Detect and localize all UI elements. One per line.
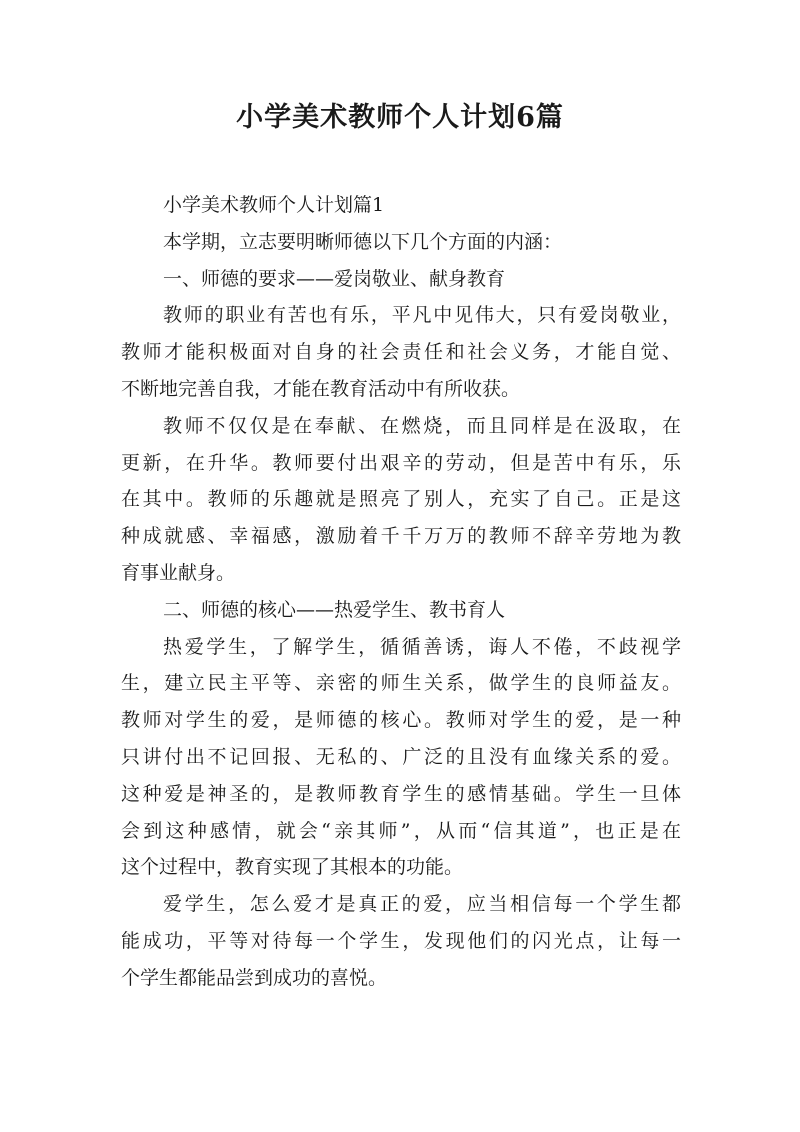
paragraph-line: 更新，在升华。教师要付出艰辛的劳动，但是苦中有乐，乐 — [121, 451, 681, 474]
paragraph-line: 这种爱是神圣的，是教师教育学生的感情基础。学生一旦体 — [121, 782, 681, 805]
document-title: 小学美术教师个人计划6篇 — [236, 102, 564, 133]
paragraph-line: 本学期，立志要明晰师德以下几个方面的内涵： — [163, 230, 563, 253]
paragraph-line: 爱学生，怎么爱才是真正的爱，应当相信每一个学生都 — [163, 893, 681, 916]
section-heading: 二、师德的核心——热爱学生、教书育人 — [163, 598, 506, 621]
paragraph-line: 个学生都能品尝到成功的喜悦。 — [121, 966, 388, 989]
document-body — [121, 187, 681, 997]
paragraph-line: 教师的职业有苦也有乐，平凡中见伟大，只有爱岗敬业， — [163, 304, 681, 327]
paragraph-line: 能成功，平等对待每一个学生，发现他们的闪光点，让每一 — [121, 929, 681, 952]
paragraph-line: 教师不仅仅是在奉献、在燃烧，而且同样是在汲取，在 — [163, 414, 681, 437]
paragraph-line: 教师对学生的爱，是师德的核心。教师对学生的爱，是一种 — [121, 709, 681, 732]
paragraph-line: 不断地完善自我，才能在教育活动中有所收获。 — [121, 377, 521, 400]
paragraph-line: 种成就感、幸福感，激励着千千万万的教师不辞辛劳地为教 — [121, 525, 681, 548]
paragraph-line: 这个过程中，教育实现了其根本的功能。 — [121, 856, 464, 879]
paragraph-line: 在其中。教师的乐趣就是照亮了别人，充实了自己。正是这 — [121, 488, 681, 511]
paragraph-line: 生，建立民主平等、亲密的师生关系，做学生的良师益友。 — [121, 672, 681, 695]
paragraph-line: 热爱学生，了解学生，循循善诱，诲人不倦，不歧视学 — [163, 635, 681, 658]
section-heading: 小学美术教师个人计划篇1 — [163, 194, 385, 216]
paragraph-line: 育事业献身。 — [121, 561, 236, 584]
paragraph-line: 只讲付出不记回报、无私的、广泛的且没有血缘关系的爱。 — [121, 745, 681, 768]
paragraph-line: 教师才能积极面对自身的社会责任和社会义务，才能自觉、 — [121, 341, 681, 364]
paragraph-line: 会到这种感情，就会“亲其师”，从而“信其道”，也正是在 — [121, 819, 681, 842]
section-heading: 一、师德的要求——爱岗敬业、献身教育 — [163, 267, 506, 290]
